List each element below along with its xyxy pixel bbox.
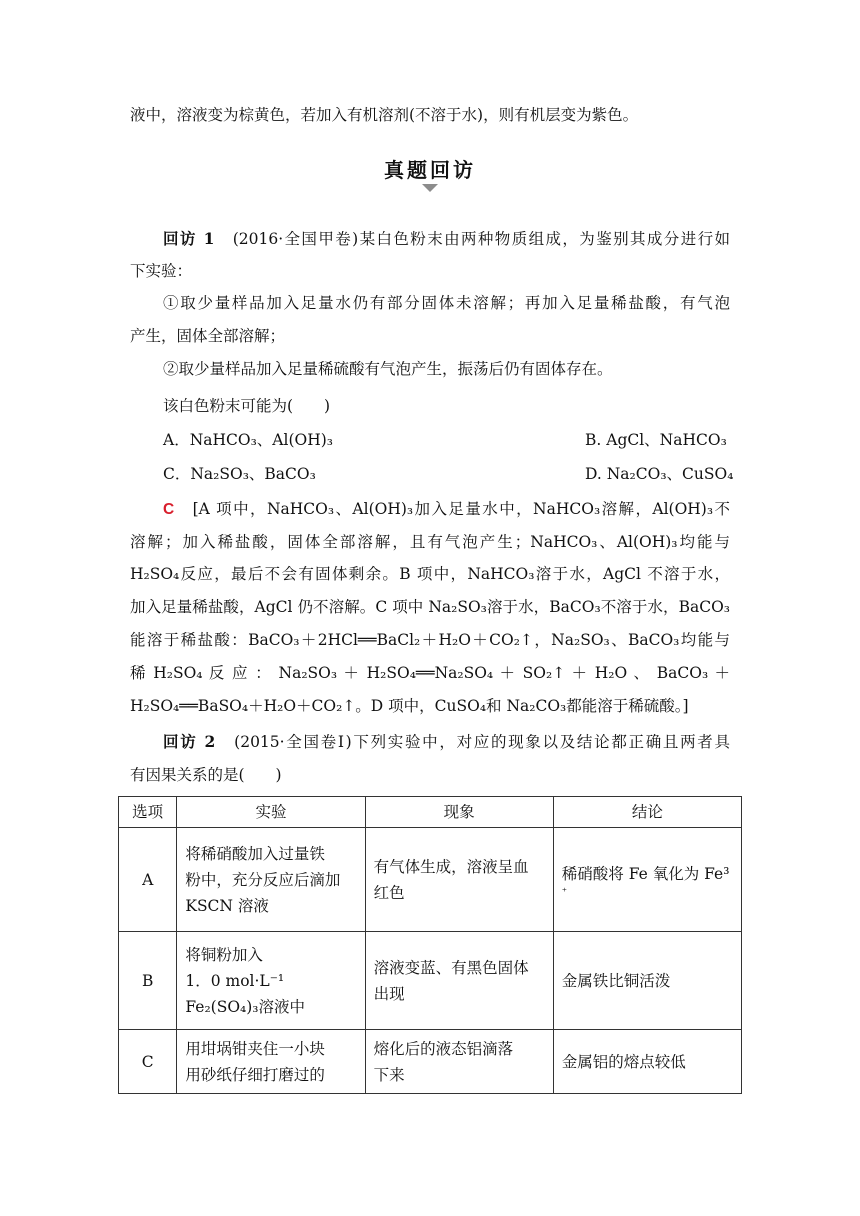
row-option: A xyxy=(119,828,177,932)
table-header-row xyxy=(119,797,742,828)
q1-label: 回访 1 xyxy=(163,229,215,248)
cell-line: 用砂纸仔细打磨过的 xyxy=(185,1065,325,1084)
row-experiment xyxy=(177,828,365,932)
cell-line: 金属铁比铜活泼 xyxy=(561,971,671,990)
cell-line: 红色 xyxy=(373,883,405,902)
q1-stem-line2: 下实验： xyxy=(130,262,193,280)
cell-line: ⁺ xyxy=(561,886,568,898)
option-b: B. AgCl、NaHCO₃ xyxy=(585,431,727,449)
q1-explanation-line2: 溶解；加入稀盐酸，固体全部溶解，且有气泡产生；NaHCO₃、Al(OH)₃均能与 xyxy=(130,533,730,551)
cell-line: 熔化后的液态铝滴落 xyxy=(373,1039,514,1058)
row-phenomenon xyxy=(365,932,553,1030)
option-a: A．NaHCO₃、Al(OH)₃ xyxy=(163,431,333,449)
option-c: C．Na₂SO₃、BaCO₃ xyxy=(163,465,316,483)
intro-line: 液中，溶液变为棕黄色，若加入有机溶剂(不溶于水)，则有机层变为紫色。 xyxy=(130,106,639,124)
q2-stem-text: 下列实验中，对应的现象以及结论都正确且两者具 xyxy=(351,733,730,751)
section-title xyxy=(330,154,530,194)
table-row xyxy=(119,932,742,1030)
q2-source: (2015·全国卷Ⅰ) xyxy=(234,733,352,751)
row-option: C xyxy=(119,1030,177,1094)
q1-explanation-line6: 稀 H₂SO₄ 反 应 ： Na₂SO₃ ＋ H₂SO₄══Na₂SO₄ ＋ SO₂↑ ＋ H₂O 、 BaCO₃ ＋ xyxy=(130,664,730,682)
q1-step2: ②取少量样品加入足量稀硫酸有气泡产生，振荡后仍有固体存在。 xyxy=(163,360,613,378)
option-d: D. Na₂CO₃、CuSO₄ xyxy=(585,465,734,483)
q1-explanation-line7: H₂SO₄══BaSO₄＋H₂O＋CO₂↑。D 项中，CuSO₄和 Na₂CO₃都能溶于稀硫酸。] xyxy=(130,697,689,715)
q1-explanation-line4: 加入足量稀盐酸，AgCl 仍不溶解。C 项中 Na₂SO₃溶于水，BaCO₃不溶于水，BaCO₃ xyxy=(130,598,730,616)
header-conclusion: 结论 xyxy=(553,797,741,828)
row-conclusion xyxy=(553,1030,741,1094)
q2-table xyxy=(118,796,742,1094)
table-row xyxy=(119,1030,742,1094)
cell-line: 有气体生成，溶液呈血 xyxy=(373,857,529,876)
header-phenomenon: 现象 xyxy=(365,797,553,828)
cell-line: 出现 xyxy=(373,984,405,1003)
q1-explanation-line1 xyxy=(163,497,730,522)
header-experiment: 实验 xyxy=(177,797,365,828)
cell-line: 将稀硝酸加入过量铁 xyxy=(185,844,325,863)
cell-line: 粉中，充分反应后滴加 xyxy=(185,870,341,889)
table-row xyxy=(119,828,742,932)
cell-line: 用坩埚钳夹住一小块 xyxy=(185,1039,325,1058)
cell-line: 金属铝的熔点较低 xyxy=(561,1052,686,1071)
row-experiment xyxy=(177,932,365,1030)
cell-line: Fe₂(SO₄)₃溶液中 xyxy=(185,997,306,1016)
row-conclusion xyxy=(553,828,741,932)
explanation-text: [A 项中，NaHCO₃、Al(OH)₃加入足量水中，NaHCO₃溶解，Al(OH)₃不 xyxy=(192,500,730,518)
q1-answer: C xyxy=(163,501,175,518)
row-conclusion xyxy=(553,932,741,1030)
row-phenomenon xyxy=(365,828,553,932)
q1-explanation-line3: H₂SO₄反应，最后不会有固体剩余。B 项中，NaHCO₃溶于水，AgCl 不溶于水， xyxy=(130,565,730,583)
row-phenomenon xyxy=(365,1030,553,1094)
cell-line: 将铜粉加入 xyxy=(185,945,263,964)
section-title-text: 真题回访 xyxy=(384,158,476,182)
q1-step1-line1: ①取少量样品加入足量水仍有部分固体未溶解；再加入足量稀盐酸，有气泡 xyxy=(163,294,730,312)
q1-question: 该白色粉末可能为( ) xyxy=(163,397,331,415)
row-experiment xyxy=(177,1030,365,1094)
q2-stem-line2: 有因果关系的是( ) xyxy=(130,766,282,784)
header-option: 选项 xyxy=(119,797,177,828)
cell-line: 1．0 mol·L⁻¹ xyxy=(185,971,285,990)
q1-explanation-line5: 能溶于稀盐酸：BaCO₃＋2HCl══BaCl₂＋H₂O＋CO₂↑，Na₂SO₃、BaCO₃均能与 xyxy=(130,631,730,649)
q2-label: 回访 2 xyxy=(163,732,216,751)
q1-stem-line1 xyxy=(163,227,730,251)
cell-line: 下来 xyxy=(373,1065,405,1084)
q1-source: (2016·全国甲卷) xyxy=(232,230,359,248)
q1-step1-line2: 产生，固体全部溶解； xyxy=(130,327,286,345)
row-option: B xyxy=(119,932,177,1030)
q2-stem-line1 xyxy=(163,730,730,754)
cell-line: 稀硝酸将 Fe 氧化为 Fe³ xyxy=(561,864,730,883)
title-marker-icon xyxy=(422,184,438,192)
q1-stem-text: 某白色粉末由两种物质组成，为鉴别其成分进行如 xyxy=(358,230,730,248)
cell-line: 溶液变蓝、有黑色固体 xyxy=(373,958,529,977)
cell-line: KSCN 溶液 xyxy=(185,896,269,915)
